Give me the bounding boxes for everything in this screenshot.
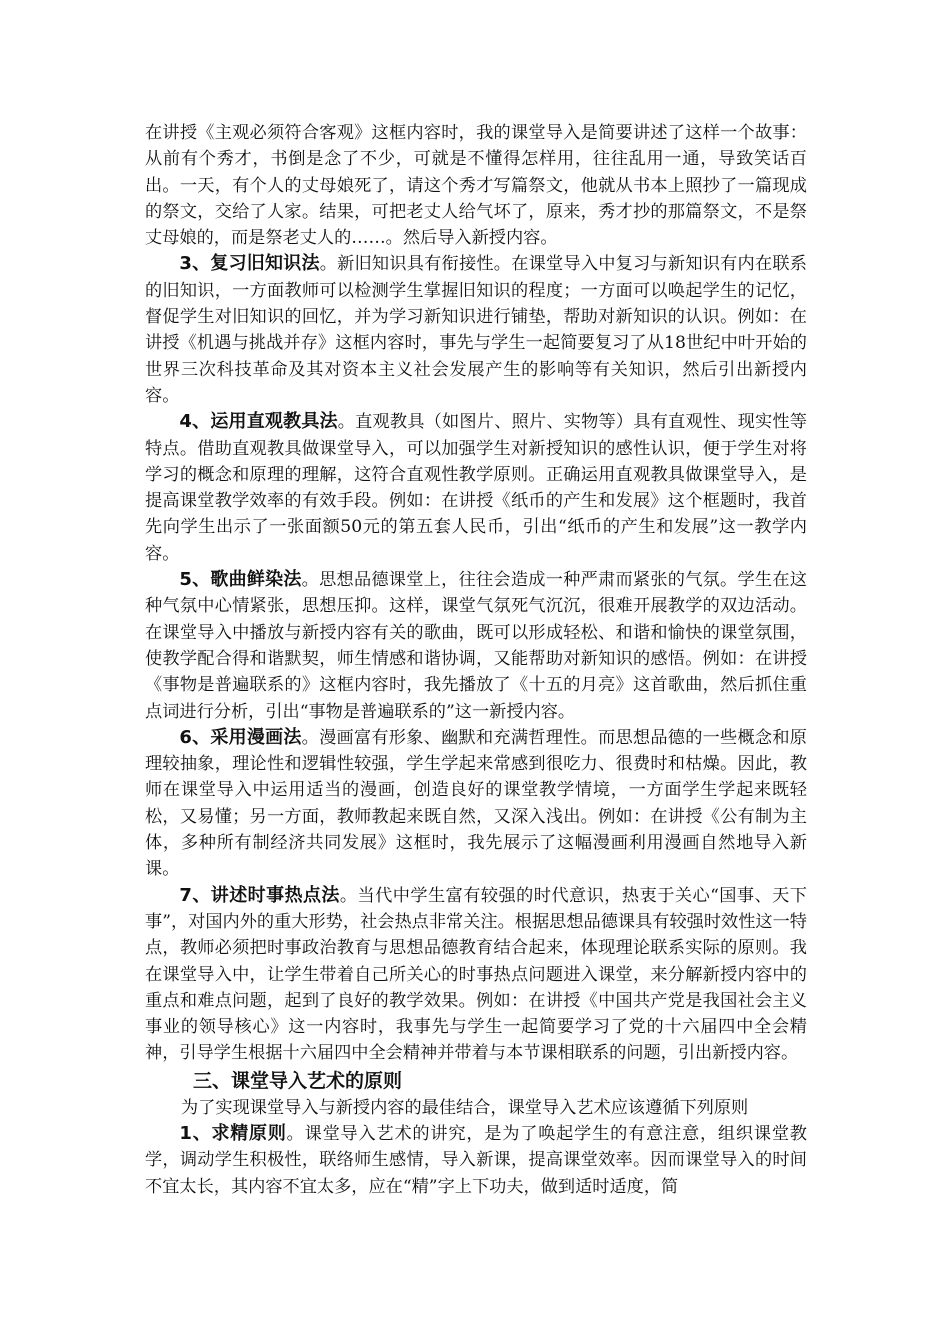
paragraph-method-7	[145, 883, 807, 1067]
paragraph-method-4	[145, 409, 807, 567]
paragraph-method-5	[145, 567, 807, 725]
method-7-body: 。当代中学生富有较强的时代意识，热衷于关心“国事、天下事”，对国内外的重大形势，社会热点非常关注。根据思想品德课具有较强时效性这一特点，教师必须把时事政治教育与思想品德教育结合起来，体现理论联系实际的原则。我在课堂导入中，让学生带着自己所关心的时事热点问题进入课堂，来分解新授内容中的重点和难点问题，起到了良好的教学效果。例如：在讲授《中国共产党是我国社会主义事业的领导核心》这一内容时，我事先与学生一起简要学习了党的十六届四中全会精神，引导学生根据十六届四中全会精神并带着与本节课相联系的问题，引出新授内容。	[145, 885, 807, 1064]
principle-1-title: 1、求精原则	[179, 1122, 287, 1144]
paragraph-story: 在讲授《主观必须符合客观》这框内容时，我的课堂导入是简要讲述了这样一个故事：从前有个秀才，书倒是念了不少，可就是不懂得怎样用，往往乱用一通，导致笑话百出。一天，有个人的丈母娘死了，请这个秀才写篇祭文，他就从书本上照抄了一篇现成的祭文，交给了人家。结果，可把老丈人给气坏了，原来，秀才抄的那篇祭文，不是祭丈母娘的，而是祭老丈人的……。然后导入新授内容。	[145, 123, 807, 249]
principle-1-body: 。课堂导入艺术的讲究，是为了唤起学生的有意注意，组织课堂教学，调动学生积极性，联络师生感情，导入新课，提高课堂效率。因而课堂导入的时间不宜太长，其内容不宜太多，应在“精”字上下功夫，做到适时适度，简	[145, 1123, 807, 1197]
section-3-heading: 三、课堂导入艺术的原则	[193, 1069, 403, 1092]
method-4-body: 。直观教具（如图片、照片、实物等）具有直观性、现实性等特点。借助直观教具做课堂导入，可以加强学生对新授知识的感性认识，便于学生对将学习的概念和原理的理解，这符合直观性教学原则。正确运用直观教具做课堂导入，是提高课堂教学效率的有效手段。例如：在讲授《纸币的产生和发展》这个框题时，我首先向学生出示了一张面额50元的第五套人民币，引出“纸币的产生和发展”这一教学内容。	[145, 412, 807, 564]
paragraph-principle-1	[145, 1121, 807, 1200]
method-3-body: 。新旧知识具有衔接性。在课堂导入中复习与新知识有内在联系的旧知识，一方面教师可以检测学生掌握旧知识的程度；一方面可以唤起学生的记忆，督促学生对旧知识的回忆，并为学习新知识进行铺垫，帮助对新知识的认识。例如：在讲授《机遇与挑战并存》这框内容时，事先与学生一起简要复习了从18世纪中叶开始的世界三次科技革命及其对资本主义社会发展产生的影响等有关知识，然后引出新授内容。	[145, 254, 807, 406]
method-5-title: 5、歌曲鲜染法	[179, 569, 302, 591]
method-5-body: 。思想品德课堂上，往往会造成一种严肃而紧张的气氛。学生在这种气氛中心情紧张，思想压抑。这样，课堂气氛死气沉沉，很难开展教学的双边活动。在课堂导入中播放与新授内容有关的歌曲，既可以形成轻松、和谐和愉快的课堂氛围，使教学配合得和谐默契，师生情感和谐协调，又能帮助对新知识的感悟。例如：在讲授《事物是普遍联系的》这框内容时，我先播放了《十五的月亮》这首歌曲，然后抓住重点词进行分析，引出“事物是普遍联系的”这一新授内容。	[145, 570, 807, 722]
method-4-title: 4、运用直观教具法	[179, 411, 338, 433]
section-3-intro: 为了实现课堂导入与新授内容的最佳结合，课堂导入艺术应该遵循下列原则	[181, 1097, 749, 1118]
method-7-title: 7、讲述时事热点法	[179, 884, 340, 906]
paragraph-method-6	[145, 725, 807, 883]
document-page	[145, 120, 807, 1200]
method-6-body: 。漫画富有形象、幽默和充满哲理性。而思想品德的一些概念和原理较抽象，理论性和逻辑性较强，学生学起来常感到很吃力、很费时和枯燥。因此，教师在课堂导入中运用适当的漫画，创造良好的课堂教学情境，一方面学生学起来既轻松，又易懂；另一方面，教师教起来既自然，又深入浅出。例如：在讲授《公有制为主体，多种所有制经济共同发展》这框时，我先展示了这幅漫画利用漫画自然地导入新课。	[145, 727, 807, 880]
paragraph-method-3	[145, 251, 807, 409]
method-3-title: 3、复习旧知识法	[179, 253, 320, 275]
method-6-title: 6、采用漫画法	[179, 726, 302, 748]
